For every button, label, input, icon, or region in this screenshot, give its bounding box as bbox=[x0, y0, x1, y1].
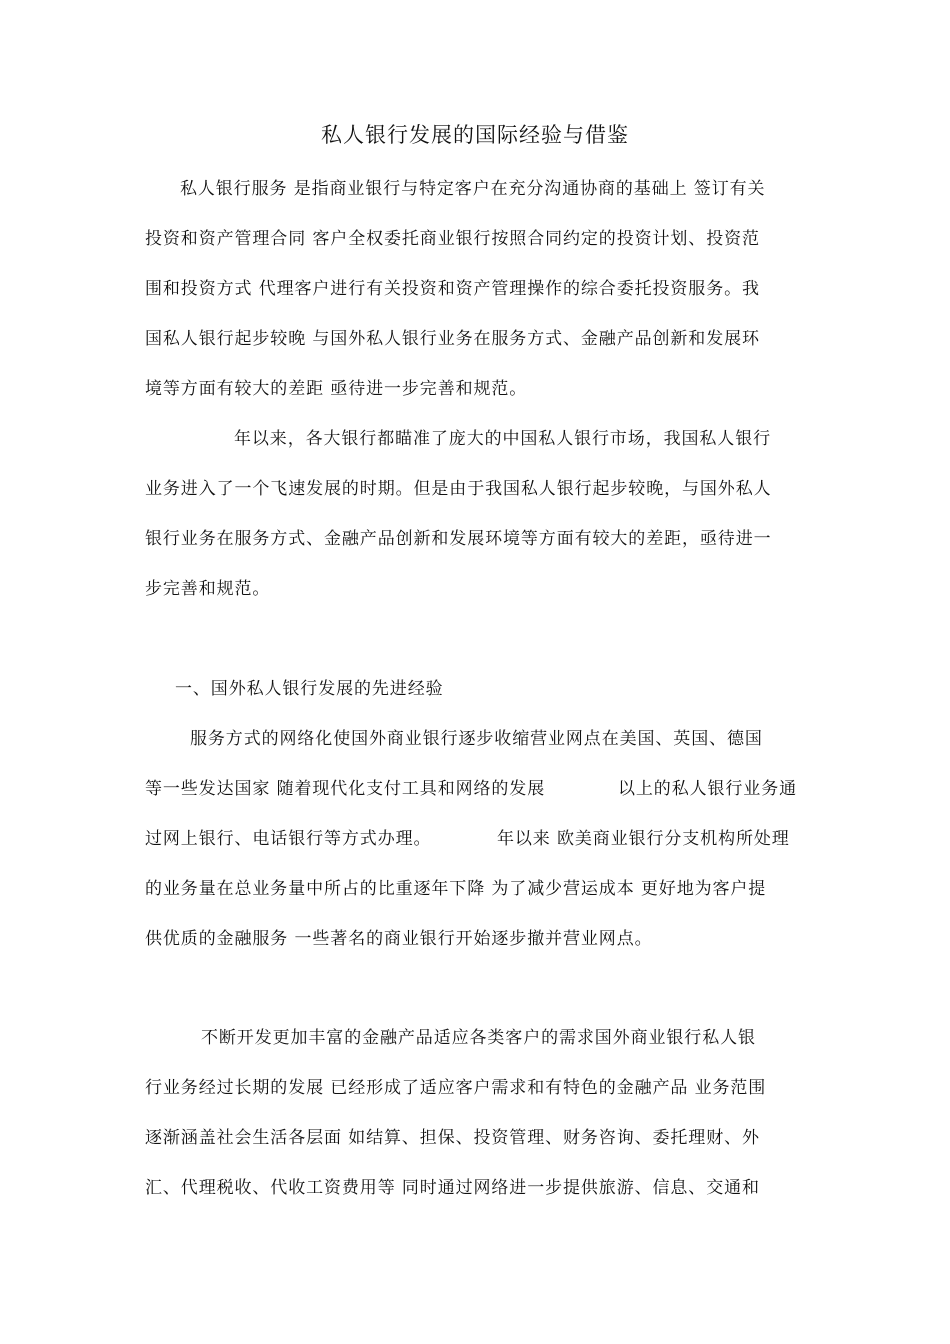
section1-para2-line-4: 汇、代理税收、代收工资费用等 同时通过网络进一步提供旅游、信息、交通和 bbox=[145, 1178, 760, 1198]
intro-line-3: 围和投资方式 代理客户进行有关投资和资产管理操作的综合委托投资服务。我 bbox=[145, 279, 760, 299]
section1-para1-line-5: 供优质的金融服务 一些著名的商业银行开始逐步撤并营业网点。 bbox=[145, 929, 653, 949]
intro-line-2: 投资和资产管理合同 客户全权委托商业银行按照合同约定的投资计划、投资范 bbox=[145, 229, 760, 249]
para2-line-2: 业务进入了一个飞速发展的时期。但是由于我国私人银行起步较晚，与国外私人 bbox=[145, 479, 772, 499]
para2-line-1: 年以来，各大银行都瞄准了庞大的中国私人银行市场，我国私人银行 bbox=[234, 429, 771, 449]
intro-line-5: 境等方面有较大的差距 亟待进一步完善和规范。 bbox=[145, 379, 528, 399]
section1-para1-line-2b: 以上的私人银行业务通 bbox=[618, 779, 797, 799]
section1-para1-line-4: 的业务量在总业务量中所占的比重逐年下降 为了减少营运成本 更好地为客户提 bbox=[145, 879, 767, 899]
section1-para2-line-2: 行业务经过长期的发展 已经形成了适应客户需求和有特色的金融产品 业务范围 bbox=[145, 1078, 767, 1098]
section1-para1-line-2a: 等一些发达国家 随着现代化支付工具和网络的发展 bbox=[145, 779, 546, 799]
section1-para1-line-1: 服务方式的网络化使国外商业银行逐步收缩营业网点在美国、英国、德国 bbox=[190, 729, 763, 749]
document-title: 私人银行发展的国际经验与借鉴 bbox=[321, 123, 629, 147]
intro-line-4: 国私人银行起步较晚 与国外私人银行业务在服务方式、金融产品创新和发展环 bbox=[145, 329, 760, 349]
section1-para1-line-3a: 过网上银行、电话银行等方式办理。 bbox=[145, 829, 432, 849]
para2-line-4: 步完善和规范。 bbox=[145, 579, 271, 599]
section1-para2-line-1: 不断开发更加丰富的金融产品适应各类客户的需求国外商业银行私人银 bbox=[201, 1028, 756, 1048]
section1-para1-line-3b: 年以来 欧美商业银行分支机构所处理 bbox=[497, 829, 790, 849]
section-heading: 一、国外私人银行发展的先进经验 bbox=[175, 679, 444, 699]
para2-line-3: 银行业务在服务方式、金融产品创新和发展环境等方面有较大的差距，亟待进一 bbox=[145, 529, 772, 549]
intro-line-1: 私人银行服务 是指商业银行与特定客户在充分沟通协商的基础上 签订有关 bbox=[180, 179, 766, 199]
section1-para2-line-3: 逐渐涵盖社会生活各层面 如结算、担保、投资管理、财务咨询、委托理财、外 bbox=[145, 1128, 760, 1148]
